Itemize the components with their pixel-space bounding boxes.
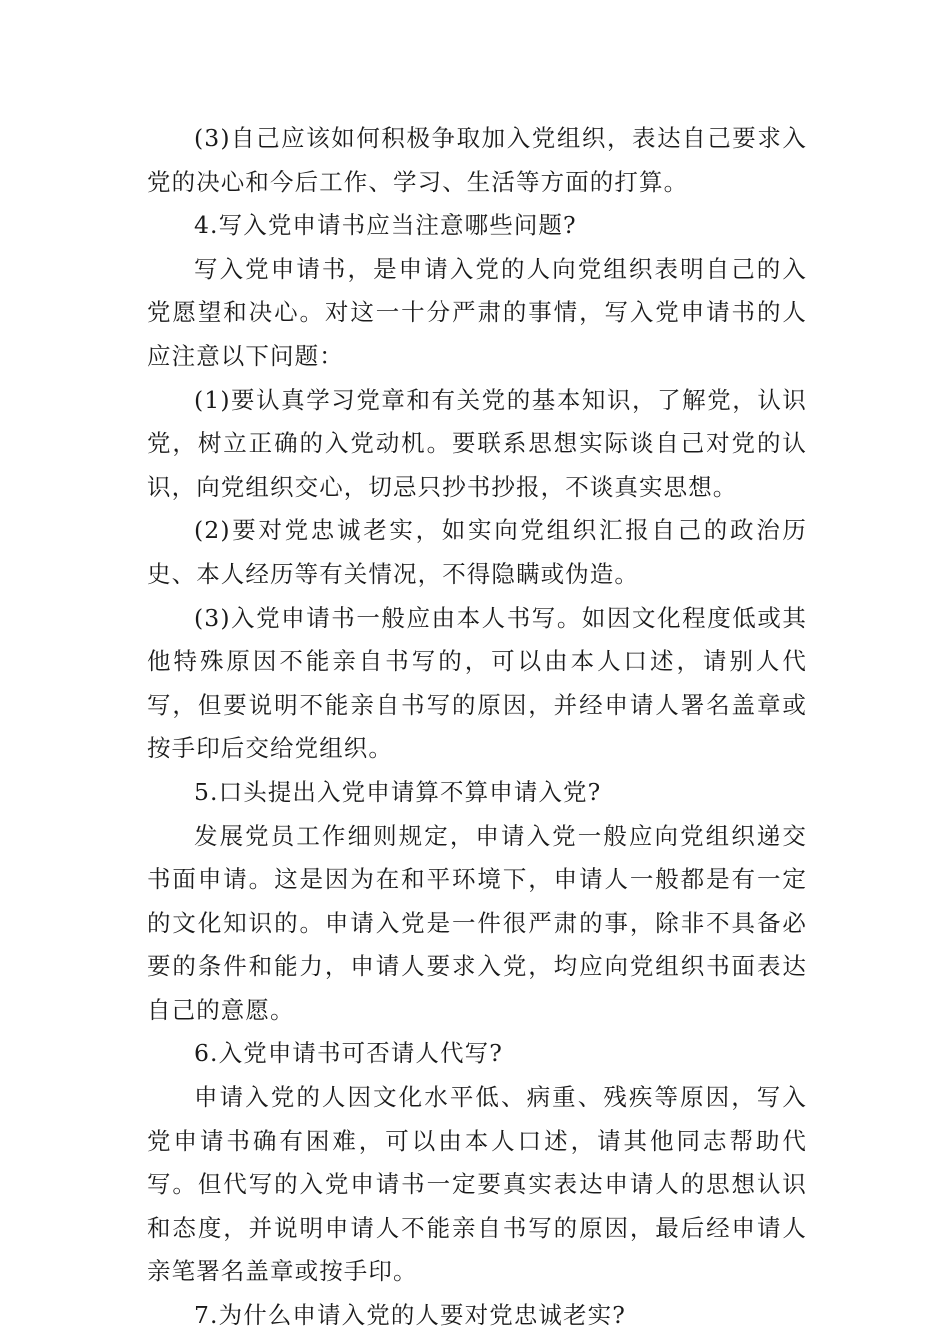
- answer-5-body: 发展党员工作细则规定，申请入党一般应向党组织递交书面申请。这是因为在和平环境下，申请人一般都是有一定的文化知识的。申请入党是一件很严肃的事，除非不具备必要的条件和能力，申请人要求入党，均应向党组织书面表达自己的意愿。: [147, 821, 807, 1024]
- answer-4-intro: 写入党申请书，是申请入党的人向党组织表明自己的入党愿望和决心。对这一十分严肃的事情，写入党申请书的人应注意以下问题：: [147, 254, 807, 370]
- document-page: [147, 117, 807, 1338]
- answer-4-point-2: (2)要对党忠诚老实，如实向党组织汇报自己的政治历史、本人经历等有关情况，不得隐瞒或伪造。: [147, 516, 807, 588]
- answer-4-point-1: (1)要认真学习党章和有关党的基本知识，了解党，认识党，树立正确的入党动机。要联系思想实际谈自己对党的认识，向党组织交心，切忌只抄书抄报，不谈真实思想。: [147, 385, 807, 501]
- answer-6-body: 申请入党的人因文化水平低、病重、残疾等原因，写入党申请书确有困难，可以由本人口述，请其他同志帮助代写。但代写的入党申请书一定要真实表达申请人的思想认识和态度，并说明申请人不能亲自书写的原因，最后经申请人亲笔署名盖章或按手印。: [147, 1083, 807, 1286]
- question-6-heading: 6.入党申请书可否请人代写?: [194, 1039, 503, 1068]
- answer-4-point-3: (3)入党申请书一般应由本人书写。如因文化程度低或其他特殊原因不能亲自书写的，可以由本人口述，请别人代写，但要说明不能亲自书写的原因，并经申请人署名盖章或按手印后交给党组织。: [147, 603, 807, 763]
- question-5-heading: 5.口头提出入党申请算不算申请入党?: [194, 777, 602, 806]
- question-7-heading: 7.为什么申请入党的人要对党忠诚老实?: [194, 1301, 626, 1330]
- paragraph-item-3-plan: (3)自己应该如何积极争取加入党组织，表达自己要求入党的决心和今后工作、学习、生活等方面的打算。: [147, 124, 807, 196]
- question-4-heading: 4.写入党申请书应当注意哪些问题?: [194, 211, 577, 240]
